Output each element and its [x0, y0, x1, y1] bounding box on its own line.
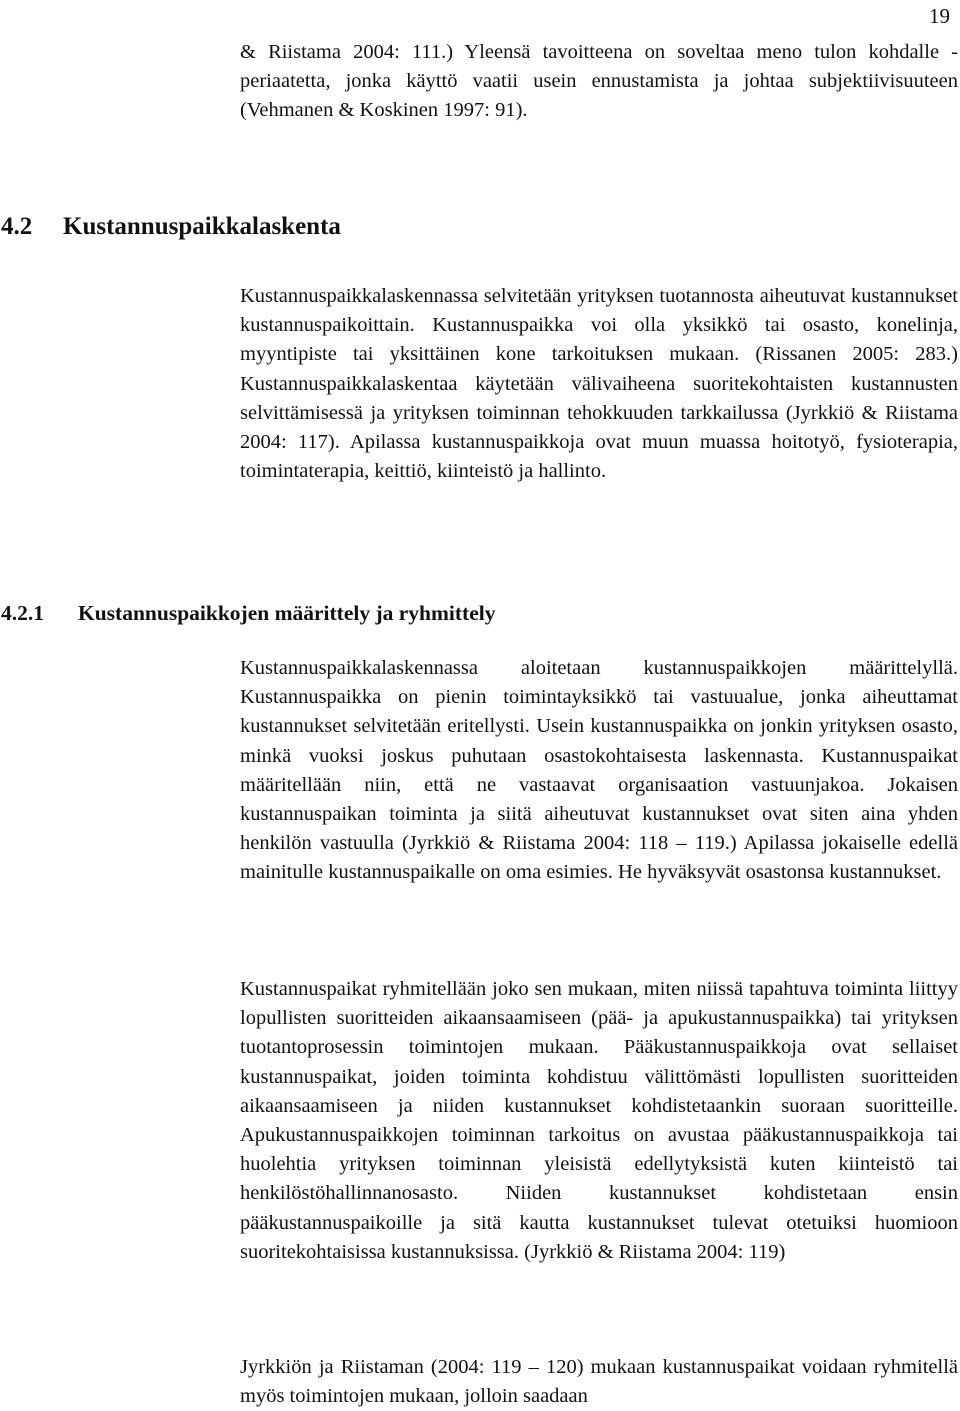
section-4-2-1-paragraph-1: Kustannuspaikkalaskennassa aloitetaan kustannuspaikkojen määrittelyllä. Kustannuspaikka on pienin toimintayksikkö tai vastuualue, jonka aiheuttamat kustannukset selvitetään eritellysti. Usein kustannuspaikka on jonkin yrityksen osasto, minkä vuoksi joskus puhutaan osastokohtaisesta laskennasta. Kustannuspaikat määritellään niin, että ne vastaavat organisaation vastuunjakoa. Jokaisen kustannuspaikan toiminta ja siitä aiheutuvat kustannukset ovat siten aina yhden henkilön vastuulla (Jyrkkiö & Riistama 2004: 118 – 119.) Apilassa jokaiselle edellä mainitulle kustannuspaikalle on oma esimies. He hyväksyvät osastonsa kustannukset.	[240, 657, 958, 884]
subsection-title: Kustannuspaikkojen määrittely ja ryhmittely	[78, 601, 496, 625]
section-4-2-1-paragraph-2: Kustannuspaikat ryhmitellään joko sen mukaan, miten niissä tapahtuva toiminta liittyy lopullisten suoritteiden aikaansaamiseen (pää- ja apukustannuspaikka) tai yrityksen tuotantoprosessin toimintojen mukaan. Pääkustannuspaikkoja ovat sellaiset kustannuspaikat, joiden toiminta kohdistuu välittömästi lopullisten suoritteiden aikaansaamiseen ja niiden kustannukset kohdistetaankin suoraan suoritteille. Apukustannuspaikkojen toiminnan tarkoitus on avustaa pääkustannuspaikkoja tai huolehtia yrityksen toiminnan yleisistä edellytyksistä kuten kiinteistö tai henkilöstöhallinnanosasto. Niiden kustannukset kohdistetaan ensin pääkustannuspaikoille ja sitä kautta kustannukset tulevat otetuiksi huomioon suoritekohtaisissa kustannuksissa. (Jyrkkiö & Riistama 2004: 119)	[240, 978, 958, 1263]
section-4-2-paragraph: Kustannuspaikkalaskennassa selvitetään yrityksen tuotannosta aiheutuvat kustannukset kustannuspaikoittain. Kustannuspaikka voi olla yksikkö tai osasto, konelinja, myyntipiste tai yksittäinen kone tarkoituksen mukaan. (Rissanen 2005: 283.) Kustannuspaikkalaskentaa käytetään välivaiheena suoritekohtaisten kustannusten selvittämisessä ja yrityksen toiminnan tehokkuuden tarkkailussa (Jyrkkiö & Riistama 2004: 117). Apilassa kustannuspaikkoja ovat muun muassa hoitotyö, fysioterapia, toimintaterapia, keittiö, kiinteistö ja hallinto.	[240, 285, 958, 483]
section-heading-4-2-1	[1, 598, 495, 628]
section-title: Kustannuspaikkalaskenta	[63, 213, 341, 240]
section-heading-4-2	[1, 210, 341, 244]
section-4-2-1-paragraph-3: Jyrkkiön ja Riistaman (2004: 119 – 120) mukaan kustannuspaikat voidaan ryhmitellä myös toimintojen mukaan, jolloin saadaan	[240, 1356, 958, 1408]
intro-paragraph: & Riistama 2004: 111.) Yleensä tavoitteena on soveltaa meno tulon kohdalle -periaatetta, jonka käyttö vaatii usein ennustamista ja johtaa subjektiivisuuteen (Vehmanen & Koskinen 1997: 91).	[240, 41, 958, 122]
section-number: 4.2	[1, 213, 33, 240]
page-number: 19	[929, 4, 950, 28]
subsection-number: 4.2.1	[1, 601, 44, 625]
